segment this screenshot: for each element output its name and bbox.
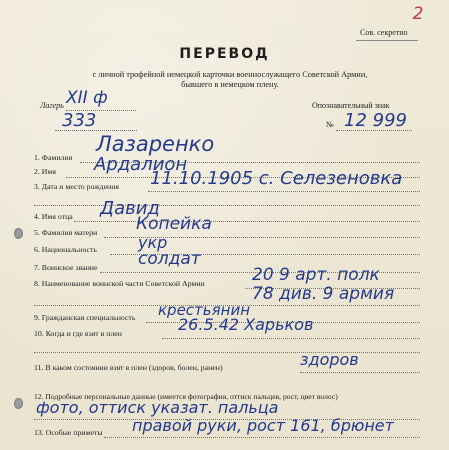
field-condition-value: здоров (300, 350, 359, 369)
field-unit-value-2: 78 див. 9 армия (252, 284, 395, 304)
field-marks-rule (104, 437, 420, 438)
field-birth-rule (148, 191, 420, 192)
document-title: ПЕРЕВОД (179, 46, 270, 62)
id-number-rule (336, 130, 412, 131)
id-tag-label: Опознавательный знак (312, 101, 390, 110)
field-nationality-value: укр (138, 233, 168, 252)
subtitle-line-1: с личной трофейной немецкой карточки военнослужащего Советской Армии, (92, 70, 368, 79)
field-captured-rule-2 (34, 352, 420, 353)
camp-label: Лагерь (40, 101, 64, 110)
page-number: 2 (412, 4, 424, 24)
id-number: 12 999 (344, 110, 407, 131)
document-subtitle (40, 70, 420, 90)
field-marks-value: правой руки, рост 161, брюнет (132, 416, 394, 435)
field-father-rule (74, 221, 420, 222)
field-captured-rule (162, 338, 420, 339)
field-rank-value: солдат (138, 249, 201, 269)
camp-number-rule (55, 130, 137, 131)
field-profession-label: 9. Гражданская специальность (34, 313, 136, 322)
camp-value: XII ф (66, 88, 108, 108)
camp-number: 333 (62, 110, 97, 131)
classification-underline (356, 40, 418, 41)
binder-hole-top (14, 228, 23, 239)
field-surname-value: Лазаренко (96, 132, 215, 156)
field-birth-label: 3. Дата и место рождения (34, 182, 119, 191)
field-profession-value: крестьянин (158, 301, 251, 319)
field-name-label: 2. Имя (34, 167, 56, 176)
field-surname-label: 1. Фамилия (34, 153, 73, 162)
field-condition-label: 11. В каком состоянии взят в плен (здоров, болен, ранен) (34, 363, 223, 372)
field-nationality-label: 6. Национальность (34, 245, 97, 254)
field-personal-label: 12. Подробные персональные данные (имеется фотография, оттиск пальцев, рост, цвет волос) (34, 392, 338, 401)
field-condition-rule (300, 372, 420, 373)
field-marks-label: 13. Особые приметы (34, 428, 103, 437)
field-father-label: 4. Имя отца (34, 212, 73, 221)
field-captured-label: 10. Когда и где взят в плен (34, 329, 122, 338)
field-mother-label: 5. Фамилия матери (34, 228, 98, 237)
classification-stamp: Сов. секретно (360, 28, 408, 37)
field-birth-value: 11.10.1905 с. Селезеновка (150, 168, 403, 189)
field-unit-value: 20 9 арт. полк (252, 265, 380, 285)
binder-hole-bottom (14, 398, 23, 409)
field-birth-rule-2 (34, 205, 420, 206)
field-mother-value: Копейка (136, 214, 212, 234)
field-name-value: Ардалион (94, 154, 188, 175)
field-father-value: Давид (100, 198, 160, 219)
field-rank-label: 7. Воинское звание (34, 263, 98, 272)
subtitle-line-2: бывшего в немецком плену. (181, 80, 279, 89)
field-captured-value: 26.5.42 Харьков (178, 315, 314, 334)
field-personal-value: фото, оттиск указат. пальца (36, 398, 279, 417)
id-number-sign: № (326, 120, 334, 129)
field-unit-label: 8. Наименование воинской части Советской Армии (34, 279, 205, 288)
